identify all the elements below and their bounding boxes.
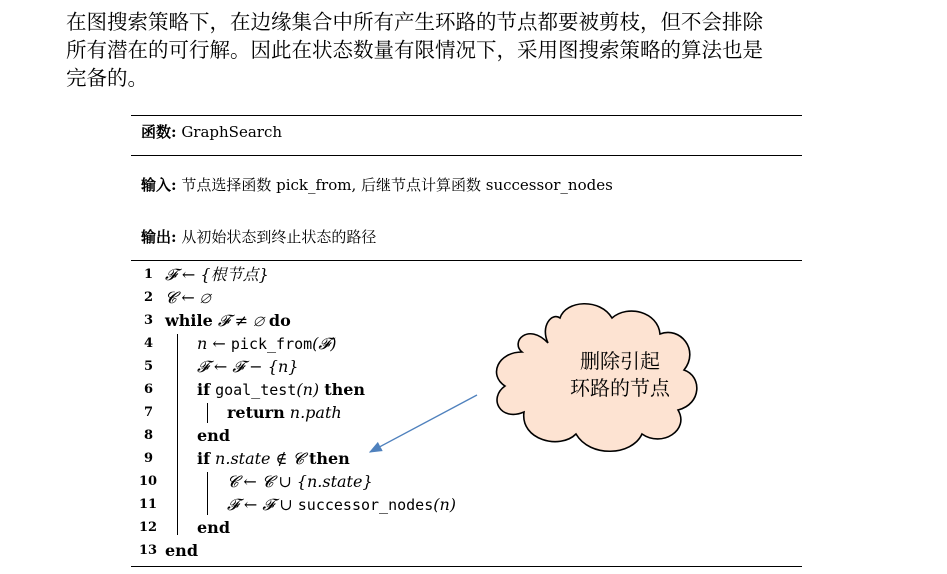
line-number: 13 (139, 543, 158, 558)
line-number: 10 (139, 474, 158, 489)
keyword-return: return (227, 403, 285, 422)
line-number: 7 (143, 405, 153, 420)
function-call: successor_nodes (297, 496, 434, 514)
line-number: 1 (143, 267, 153, 282)
callout-text (520, 348, 720, 402)
code-text: n ← (197, 334, 231, 353)
code-text: (n) (433, 495, 457, 514)
function-call: goal_test (215, 381, 297, 399)
code-text: 𝓒 ← 𝓒 ∪ {n.state} (227, 472, 373, 491)
intro-line: 完备的。 (66, 66, 148, 90)
function-label: 函数: (141, 123, 177, 141)
code-text: 𝓕 ← 𝓕 ∪ (227, 495, 298, 514)
code-text: n.path (284, 403, 342, 422)
keyword-end: end (197, 426, 230, 445)
keyword-if: if (197, 380, 210, 399)
output-label: 输出: (141, 228, 177, 246)
keyword-while: while (165, 311, 213, 330)
line-number: 2 (143, 290, 153, 305)
function-name: GraphSearch (181, 123, 283, 141)
callout-line: 删除引起 (580, 349, 660, 373)
keyword-then: then (308, 449, 350, 468)
line-number: 11 (139, 497, 158, 512)
keyword-if: if (197, 449, 210, 468)
input-text: 节点选择函数 pick_from, 后继节点计算函数 successor_nodes (181, 176, 613, 194)
code-text: (n) (296, 380, 325, 399)
code-text: n.state ∉ 𝓒 (209, 449, 309, 468)
line-number: 3 (143, 313, 153, 328)
callout-arrow (370, 395, 477, 452)
input-label: 输入: (141, 176, 177, 194)
code-text: (𝓕) (312, 334, 337, 353)
code-text: 𝓒 ← ∅ (165, 288, 211, 307)
line-number: 8 (143, 428, 153, 443)
line-number: 5 (143, 359, 153, 374)
keyword-end: end (165, 541, 198, 560)
intro-line: 在图搜索策略下，在边缘集合中所有产生环路的节点都要被剪枝，但不会排除 (66, 10, 763, 34)
code-text: 𝓕 ≠ ∅ (212, 311, 269, 330)
keyword-then: then (324, 380, 366, 399)
function-call: pick_from (230, 335, 313, 353)
keyword-do: do (268, 311, 291, 330)
intro-line: 所有潜在的可行解。因此在状态数量有限情况下，采用图搜索策略的算法也是 (66, 38, 763, 62)
line-number: 4 (143, 336, 153, 351)
code-text: 𝓕 ← {根节点} (165, 265, 269, 284)
output-text: 从初始状态到终止状态的路径 (181, 228, 377, 246)
code-text: 𝓕 ← 𝓕 − {n} (197, 357, 299, 376)
callout-line: 环路的节点 (570, 376, 670, 400)
line-number: 12 (139, 520, 158, 535)
line-number: 9 (143, 451, 153, 466)
line-number: 6 (143, 382, 153, 397)
keyword-end: end (197, 518, 230, 537)
